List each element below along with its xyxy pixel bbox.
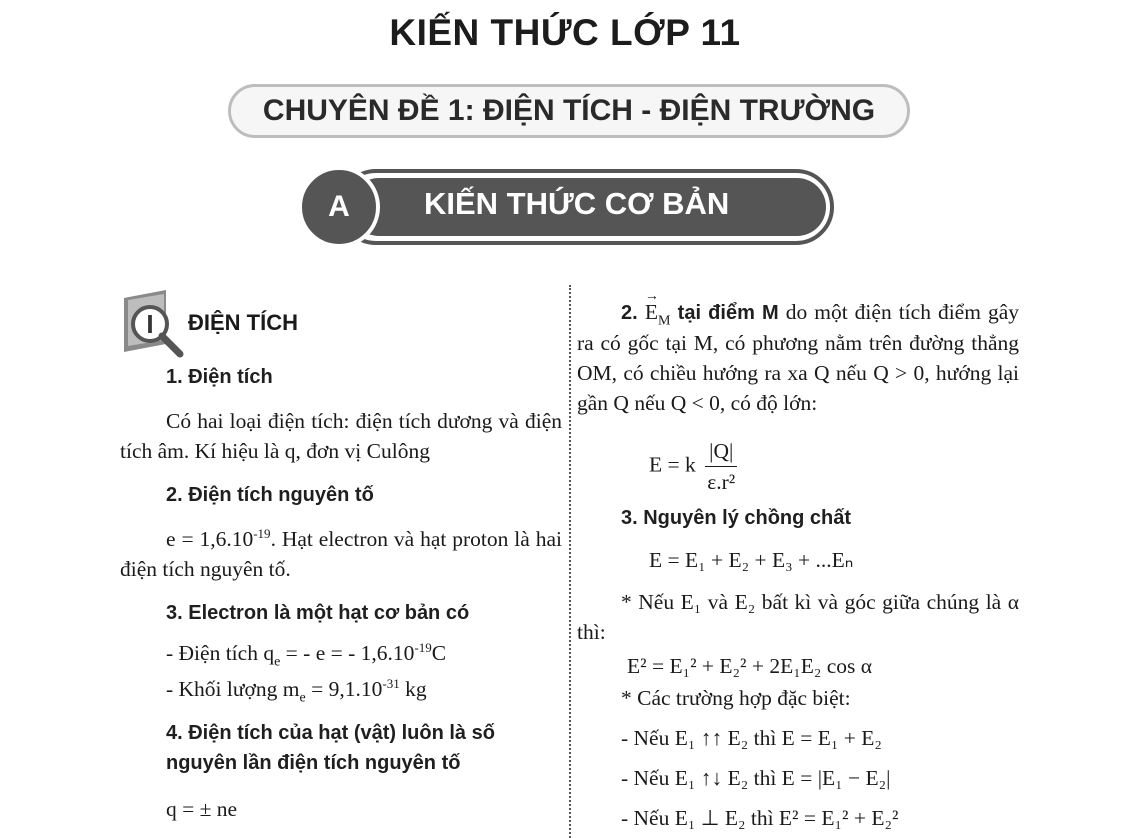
special-cases-label: * Các trường hợp đặc biệt: (621, 686, 851, 710)
heading-dien-tich: 1. Điện tích (166, 366, 273, 388)
case-perpendicular: - Nếu E₁ ⊥ E₂ thì E² = E₁² + E₂² (621, 806, 899, 830)
section-label: KIẾN THỨC CƠ BẢN (424, 186, 730, 221)
electron-mass: - Khối lượng $m_e = 9,1.10^{-31}$ kg (166, 675, 427, 706)
left-column (120, 288, 562, 824)
right-column (577, 297, 1019, 833)
formula-superposition: E = E₁ + E₂ + E₃ + ...Eₙ (649, 548, 854, 572)
part-heading (120, 288, 562, 358)
column-divider (569, 285, 571, 838)
heading-electron: 3. Electron là một hạt cơ bản có (166, 602, 470, 624)
part-label: ĐIỆN TÍCH (188, 310, 298, 335)
fraction: $\frac{|Q|}{\text{ε.r²}}$ (705, 436, 737, 497)
formula-q: q = ± ne (166, 797, 238, 821)
formula-coulomb-field: E = k $\frac{|Q|}{\text{ε.r²}}$ (577, 436, 1019, 497)
section-banner (298, 166, 838, 248)
section-letter: A (298, 166, 380, 248)
page-title: KIẾN THỨC LỚP 11 (389, 12, 741, 53)
electron-charge: - Điện tích $q_e$ = - e = - $1,6.10^{-19}C$ (166, 639, 447, 670)
paragraph-nguyen-to: $e = 1,6.10^{-19}$. Hạt electron và hạt proton là hai điện tích nguyên tố. (120, 525, 562, 581)
formula-general: E² = E₁² + E₂² + 2E₁E₂ cos α (627, 654, 873, 678)
magnifier-book-icon (120, 288, 186, 358)
paragraph-field-point: 2. → $E_M$ tại điểm M do một điện tích điểm gây ra có gốc tại M, có phương nằm trên đường thẳng OM, có chiều hướng ra xa Q nếu Q > 0, hướng lại gần Q nếu Q < 0, có độ lớn: (577, 297, 1019, 418)
heading-chong-chat: 3. Nguyên lý chồng chất (621, 507, 852, 529)
paragraph-dien-tich: Có hai loại điện tích: điện tích dương và điện tích âm. Kí hiệu là q, đơn vị Culông (120, 409, 562, 463)
svg-text:I: I (146, 309, 154, 339)
case-opposite-direction: - Nếu E₁ ↑↓ E₂ thì E = |E₁ − E₂| (621, 766, 891, 790)
chapter-banner: CHUYÊN ĐỀ 1: ĐIỆN TÍCH - ĐIỆN TRƯỜNG (228, 84, 910, 138)
heading-nguyen-to: 2. Điện tích nguyên tố (166, 484, 374, 506)
paragraph-two-fields: * Nếu E₁ và E₂ bất kì và góc giữa chúng là α thì: (577, 590, 1019, 644)
case-same-direction: - Nếu E₁ ↑↑ E₂ thì E = E₁ + E₂ (621, 726, 882, 750)
heading-so-nguyen: 4. Điện tích của hạt (vật) luôn là số nguyên lần điện tích nguyên tố (166, 722, 495, 774)
